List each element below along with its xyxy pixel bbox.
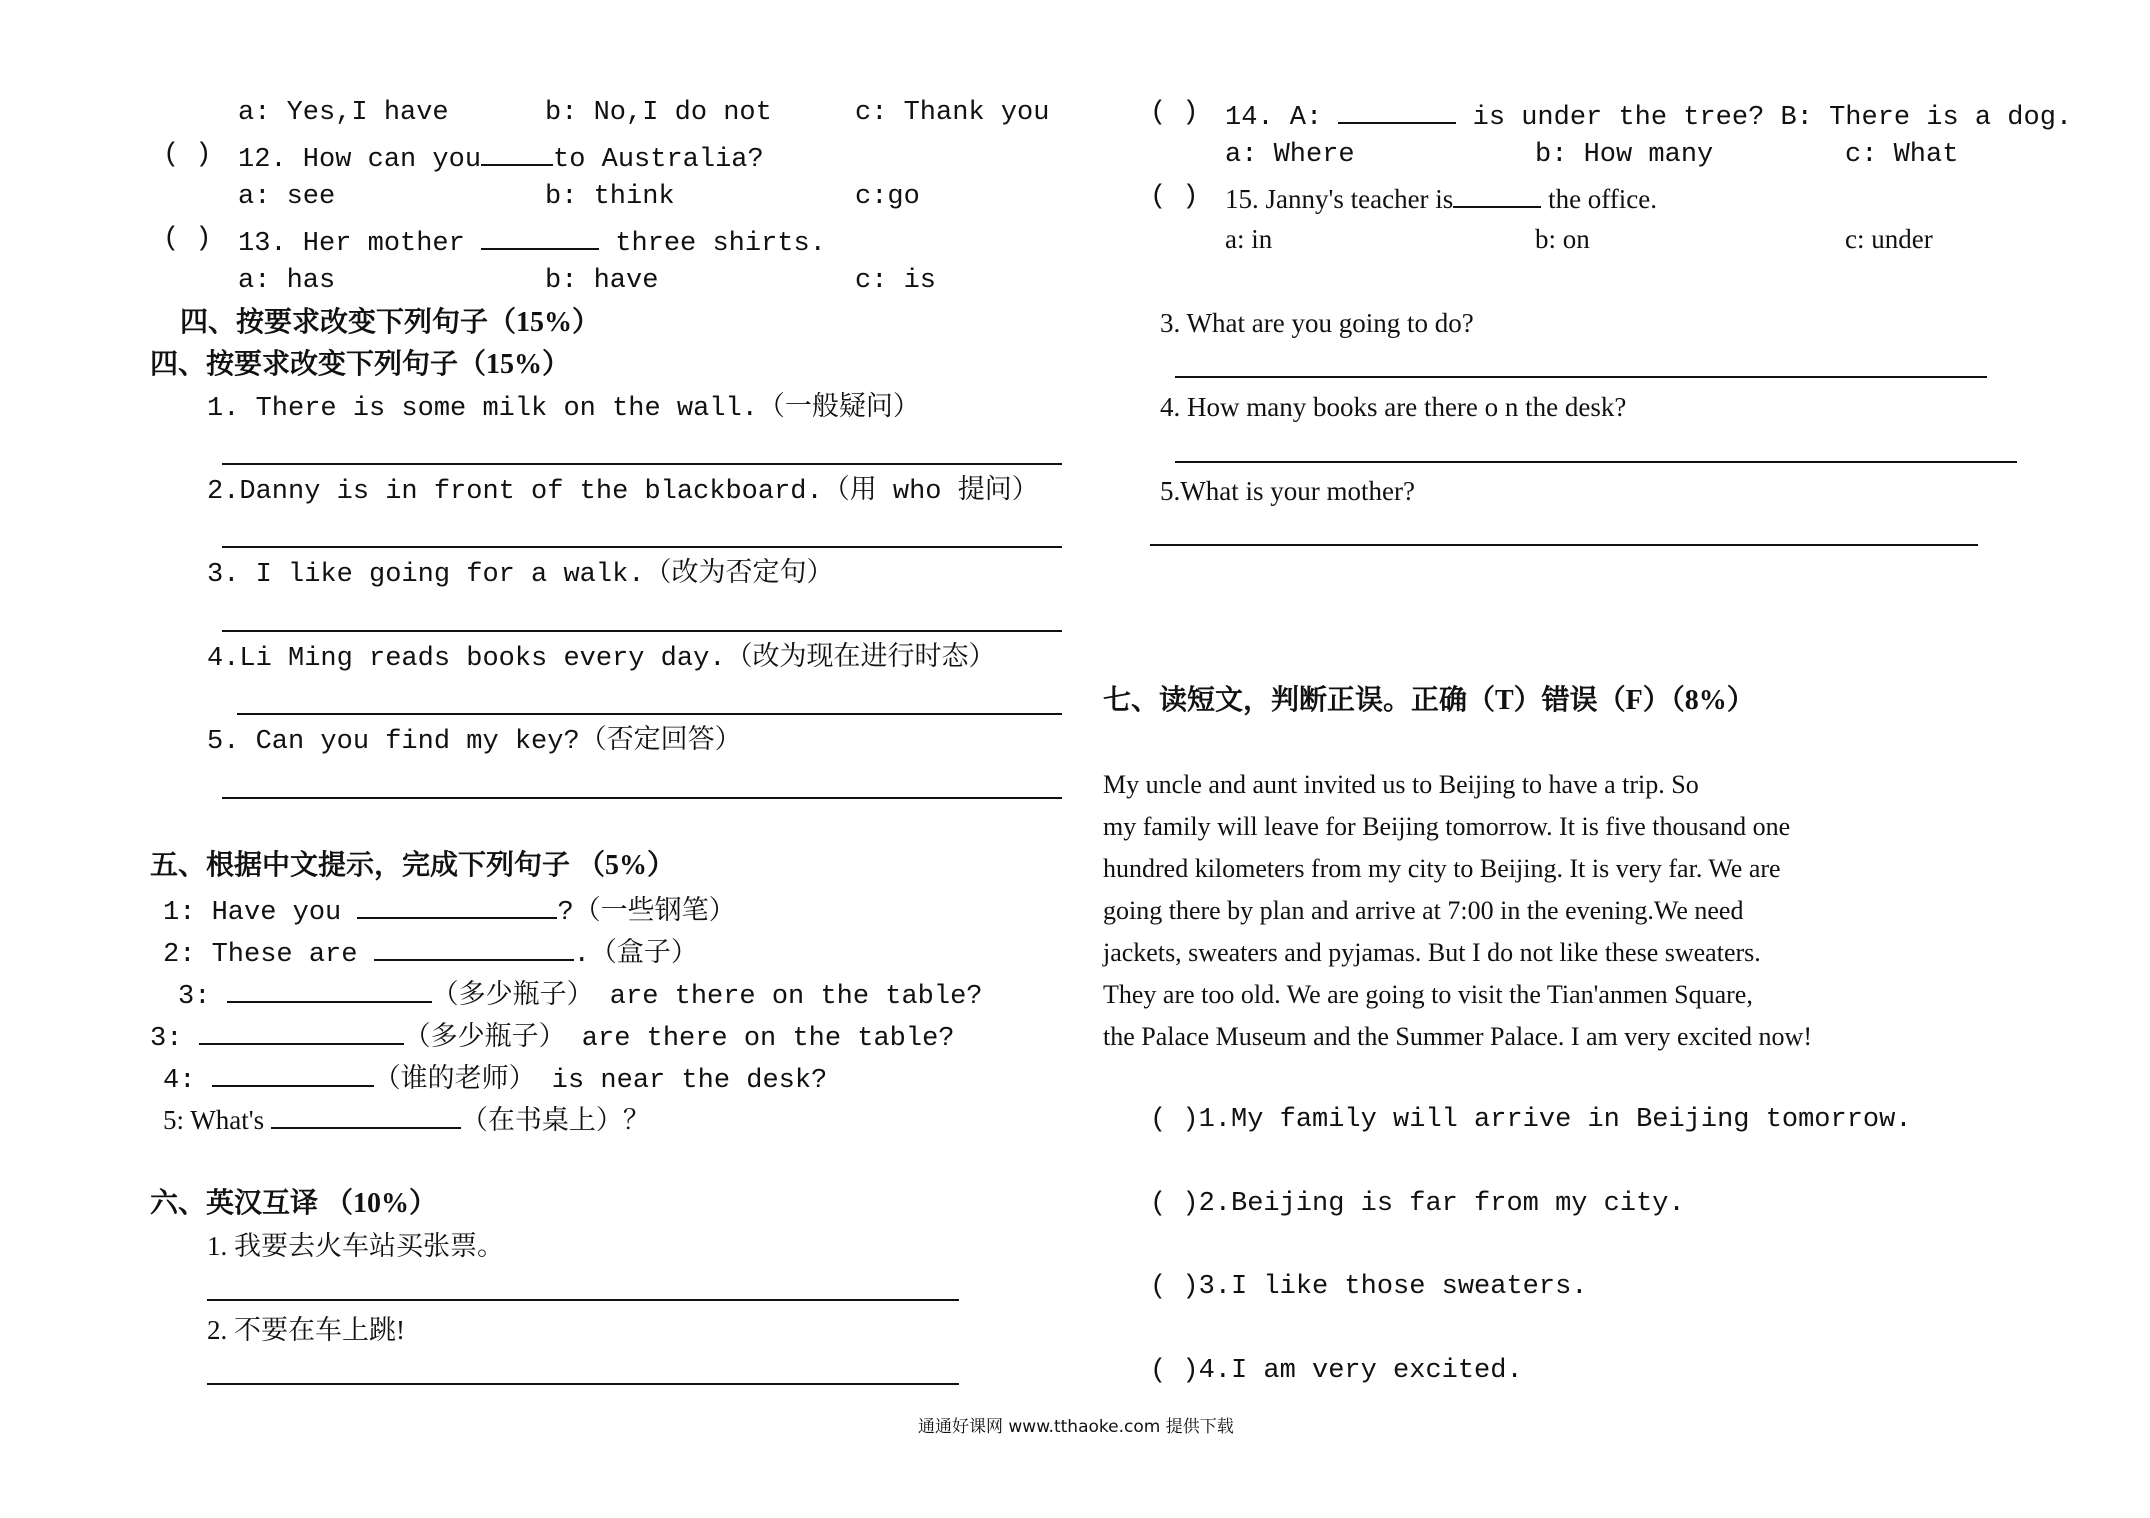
page-footer: 通通好课网 www.tthaoke.com 提供下载 [918, 1417, 1234, 1437]
q14-post: is under the tree? B: There is a dog. [1472, 103, 2073, 133]
q13-option-a: a: has [238, 266, 336, 296]
tf-item-3[interactable]: ( )3.I like those sweaters. [1150, 1272, 1588, 1302]
q13-pre: 13. Her mother [238, 229, 465, 259]
rewrite-item-4: 4. How many books are there o n the desk? [1160, 392, 1627, 422]
tf-item-1[interactable]: ( )1.My family will arrive in Beijing tomorrow. [1150, 1105, 1912, 1135]
sec5-item-1 [163, 891, 736, 930]
sec5-blank-4[interactable] [212, 1059, 374, 1087]
sec5-item-4-post: （谁的老师） is near the desk? [373, 1066, 828, 1096]
rewrite-item-3: 3. What are you going to do? [1160, 308, 1474, 338]
answer-line[interactable] [222, 797, 1062, 799]
sec5-item-3-repeat [150, 1017, 954, 1056]
q14-option-c: c: What [1845, 140, 1959, 170]
q15-option-a: a: in [1225, 224, 1273, 254]
sec5-item-3-post: （多少瓶子） are there on the table? [431, 982, 983, 1012]
q13-blank[interactable] [481, 222, 599, 250]
tf-item-4[interactable]: ( )4.I am very excited. [1150, 1356, 1523, 1386]
q15-blank[interactable] [1453, 180, 1541, 208]
answer-line[interactable] [222, 630, 1062, 632]
answer-line[interactable] [207, 1299, 959, 1301]
sec5-item-3r-pre: 3: [150, 1024, 183, 1054]
passage-line-4: going there by plan and arrive at 7:00 in the evening.We need [1103, 896, 1744, 925]
q14-question [1225, 96, 2072, 135]
passage-line-1: My uncle and aunt invited us to Beijing to have a trip. So [1103, 770, 1699, 799]
q13-option-b: b: have [545, 266, 659, 296]
q12-question [238, 138, 764, 177]
q15-option-b: b: on [1535, 224, 1590, 254]
sec5-item-1-post: ?（一些钢笔） [557, 898, 736, 928]
q11-option-b: b: No,I do not [545, 98, 772, 128]
q12-blank[interactable] [481, 138, 553, 166]
sec5-item-5-pre: 5: What's [163, 1105, 265, 1135]
sec5-item-5 [163, 1101, 650, 1137]
q14-option-a: a: Where [1225, 140, 1355, 170]
sec4-item-4: 4.Li Ming reads books every day.（改为现在进行时态） [207, 644, 996, 674]
q12-option-a: a: see [238, 182, 336, 212]
sec5-blank-3[interactable] [227, 975, 432, 1003]
sec5-blank-5[interactable] [271, 1101, 461, 1129]
sec5-item-2-pre: 2: These are [163, 940, 358, 970]
passage-line-5: jackets, sweaters and pyjamas. But I do not like these sweaters. [1103, 938, 1761, 967]
rewrite-item-5: 5.What is your mother? [1160, 476, 1415, 506]
sec4-item-1: 1. There is some milk on the wall.（一般疑问） [207, 394, 920, 424]
section-4-heading-repeat: 四、按要求改变下列句子（15%） [150, 349, 571, 380]
sec5-item-3-pre: 3: [178, 982, 211, 1012]
answer-line[interactable] [1150, 544, 1978, 546]
sec5-item-5-post: （在书桌上）？ [460, 1105, 650, 1135]
section-7-heading: 七、读短文，判断正误。正确（T）错误（F）（8%） [1103, 685, 1755, 716]
sec5-item-3r-post: （多少瓶子） are there on the table? [403, 1024, 955, 1054]
answer-line[interactable] [222, 546, 1062, 548]
q12-pre: 12. How can you [238, 145, 482, 175]
q15-option-c: c: under [1845, 224, 1933, 254]
q12-option-b: b: think [545, 182, 675, 212]
sec6-item-1: 1. 我要去火车站买张票。 [207, 1231, 504, 1261]
q13-option-c: c: is [855, 266, 937, 296]
q15-post: the office. [1548, 184, 1658, 214]
tf-item-2[interactable]: ( )2.Beijing is far from my city. [1150, 1189, 1685, 1219]
answer-line[interactable] [1175, 461, 2017, 463]
passage-line-2: my family will leave for Beijing tomorrow. It is five thousand one [1103, 812, 1791, 841]
sec4-item-3: 3. I like going for a walk.（改为否定句） [207, 560, 834, 590]
sec5-item-2 [163, 933, 698, 972]
answer-line[interactable] [1175, 376, 1987, 378]
sec4-item-5: 5. Can you find my key?（否定回答） [207, 727, 742, 757]
q11-option-c: c: Thank you [855, 98, 1050, 128]
answer-line[interactable] [207, 1383, 959, 1385]
q15-paren: ( ) [1150, 182, 1199, 212]
sec5-blank-1[interactable] [357, 891, 557, 919]
q14-pre: 14. A: [1225, 103, 1323, 133]
sec5-item-4 [163, 1059, 827, 1098]
q12-option-c: c:go [855, 182, 920, 212]
sec5-item-3 [178, 975, 982, 1014]
q12-post: to Australia? [553, 145, 764, 175]
q13-post: three shirts. [615, 229, 826, 259]
q15-pre: 15. Janny's teacher is [1225, 184, 1454, 214]
q14-blank[interactable] [1338, 96, 1456, 124]
sec5-item-2-post: .（盒子） [573, 940, 698, 970]
q13-question [238, 222, 826, 261]
sec5-blank-2[interactable] [374, 933, 574, 961]
passage-line-3: hundred kilometers from my city to Beijing. It is very far. We are [1103, 854, 1781, 883]
passage-line-7: the Palace Museum and the Summer Palace. I am very excited now! [1103, 1022, 1812, 1051]
section-6-heading: 六、英汉互译 （10%） [150, 1188, 438, 1219]
sec6-item-2: 2. 不要在车上跳! [207, 1315, 405, 1345]
sec5-item-4-pre: 4: [163, 1066, 196, 1096]
sec4-item-2: 2.Danny is in front of the blackboard.（用 who 提问） [207, 477, 1039, 507]
q11-option-a: a: Yes,I have [238, 98, 449, 128]
q14-paren: ( ) [1150, 98, 1199, 128]
q13-paren: ( ) [163, 224, 212, 254]
section-4-heading: 四、按要求改变下列句子（15%） [180, 307, 601, 338]
q14-option-b: b: How many [1535, 140, 1714, 170]
q12-paren: ( ) [163, 140, 212, 170]
sec5-item-1-pre: 1: Have you [163, 898, 342, 928]
answer-line[interactable] [237, 713, 1062, 715]
passage-line-6: They are too old. We are going to visit the Tian'anmen Square, [1103, 980, 1753, 1009]
sec5-blank-3r[interactable] [199, 1017, 404, 1045]
q15-question [1225, 180, 1657, 216]
section-5-heading: 五、根据中文提示，完成下列句子 （5%） [150, 850, 676, 881]
answer-line[interactable] [222, 463, 1062, 465]
